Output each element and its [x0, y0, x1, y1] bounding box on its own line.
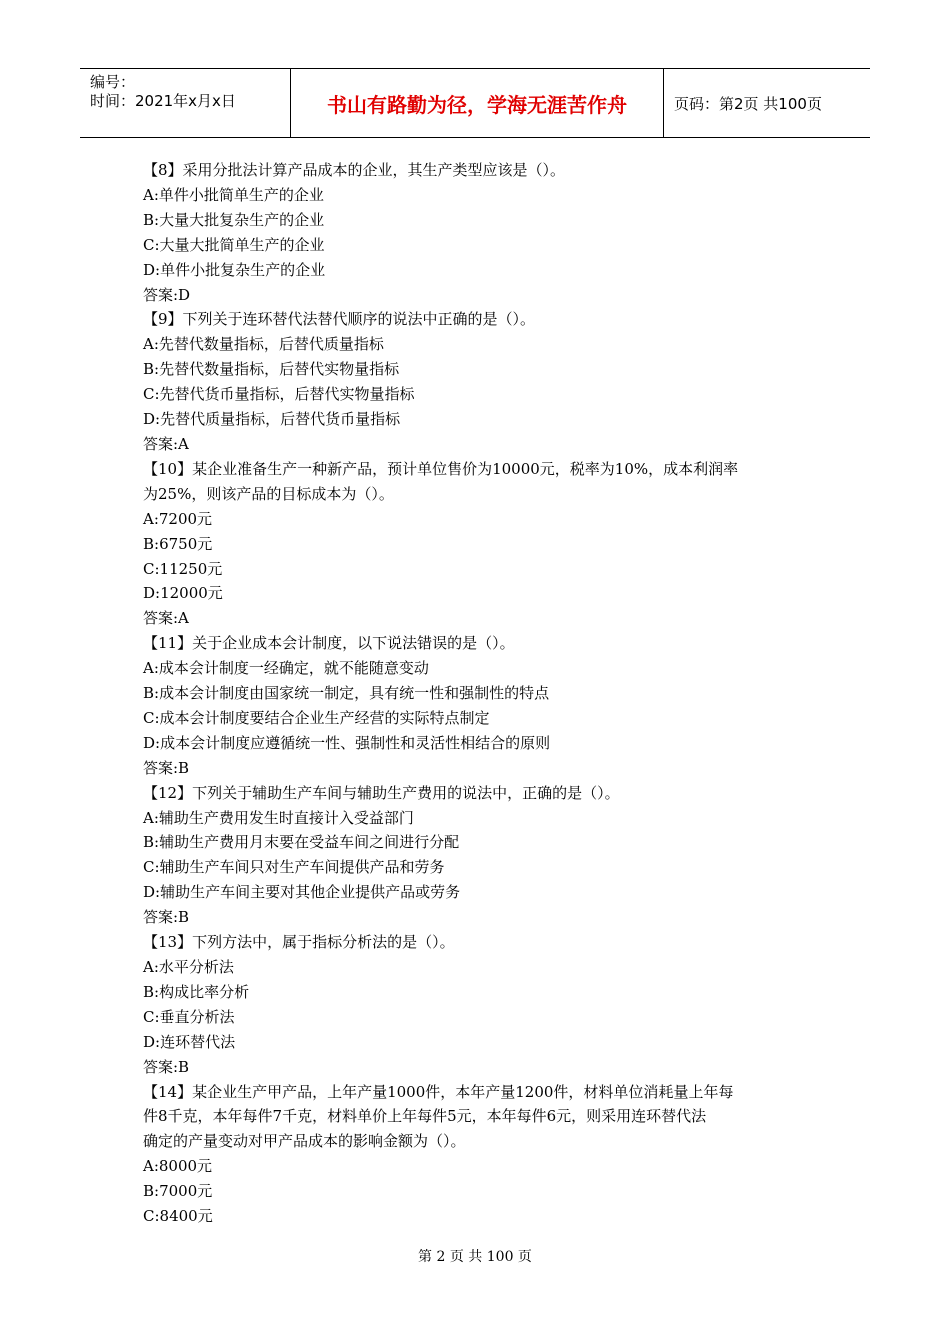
- question-item: [143, 1080, 811, 1229]
- document-time-label: 时间：2021年x月x日: [90, 92, 236, 110]
- question-stem: 为25%，则该产品的目标成本为（）。: [143, 484, 394, 503]
- answer-option: D:连环替代法: [143, 1032, 236, 1051]
- answer-option: A:先替代数量指标，后替代质量指标: [143, 335, 384, 354]
- question-stem: 【8】采用分批法计算产品成本的企业，其生产类型应该是（）。: [143, 161, 566, 179]
- answer-option: A:辅助生产费用发生时直接计入受益部门: [143, 808, 414, 827]
- answer-option: B:构成比率分析: [143, 982, 250, 1001]
- answer-option: C:垂直分析法: [143, 1007, 235, 1026]
- question-item: [143, 307, 811, 456]
- answer-key: 答案:B: [143, 1057, 190, 1076]
- answer-option: D:成本会计制度应遵循统一性、强制性和灵活性相结合的原则: [143, 733, 551, 752]
- answer-option: C:成本会计制度要结合企业生产经营的实际特点制定: [143, 708, 490, 727]
- header-page-number: 页码：第2页 共100页: [674, 94, 822, 113]
- answer-option: C:8400元: [143, 1207, 213, 1226]
- answer-option: B:7000元: [143, 1182, 213, 1201]
- answer-option: C:先替代货币量指标，后替代实物量指标: [143, 385, 415, 404]
- answer-option: A:成本会计制度一经确定，就不能随意变动: [143, 659, 429, 678]
- answer-option: D:单件小批复杂生产的企业: [143, 260, 326, 279]
- answer-option: C:大量大批简单生产的企业: [143, 235, 325, 254]
- question-stem: 件8千克，本年每件7千克，材料单价上年每件5元，本年每件6元，则采用连环替代法: [143, 1107, 707, 1126]
- answer-key: 答案:A: [143, 434, 189, 453]
- question-item: [143, 158, 811, 307]
- answer-option: A:8000元: [143, 1157, 213, 1176]
- question-stem: 【12】下列关于辅助生产车间与辅助生产费用的说法中，正确的是（）。: [143, 783, 620, 802]
- question-stem: 【11】关于企业成本会计制度，以下说法错误的是（）。: [143, 634, 515, 653]
- question-item: [143, 930, 811, 1079]
- answer-option: B:成本会计制度由国家统一制定，具有统一性和强制性的特点: [143, 684, 550, 703]
- answer-option: B:6750元: [143, 534, 213, 553]
- question-item: [143, 631, 811, 780]
- answer-key: 答案:A: [143, 609, 189, 628]
- answer-option: B:大量大批复杂生产的企业: [143, 210, 325, 229]
- answer-option: D:先替代质量指标，后替代货币量指标: [143, 410, 401, 429]
- header-meta: [80, 69, 291, 137]
- answer-option: A:7200元: [143, 509, 213, 528]
- answer-option: A:水平分析法: [143, 958, 234, 976]
- answer-option: C:辅助生产车间只对生产车间提供产品和劳务: [143, 858, 445, 877]
- question-stem: 确定的产量变动对甲产品成本的影响金额为（）。: [143, 1132, 466, 1151]
- question-item: [143, 457, 811, 631]
- question-stem: 【9】下列关于连环替代法替代顺序的说法中正确的是（）。: [143, 310, 536, 329]
- document-number-label: 编号：: [90, 73, 136, 91]
- answer-option: D:12000元: [143, 584, 223, 603]
- answer-key: 答案:B: [143, 758, 190, 777]
- page-footer: 第 2 页 共 100 页: [418, 1249, 532, 1265]
- answer-option: A:单件小批简单生产的企业: [143, 185, 324, 204]
- question-stem: 【13】下列方法中，属于指标分析法的是（）。: [143, 933, 455, 952]
- question-stem: 【14】某企业生产甲产品，上年产量1000件，本年产量1200件，材料单位消耗量上年每: [143, 1082, 734, 1101]
- header-motto: 书山有路勤为径，学海无涯苦作舟: [291, 69, 664, 137]
- answer-option: B:先替代数量指标，后替代实物量指标: [143, 360, 400, 379]
- question-stem: 【10】某企业准备生产一种新产品，预计单位售价为10000元，税率为10%，成本利润率: [143, 459, 739, 478]
- answer-option: B:辅助生产费用月末要在受益车间之间进行分配: [143, 833, 460, 852]
- answer-key: 答案:B: [143, 908, 190, 927]
- question-list: [143, 158, 811, 1229]
- answer-key: 答案:D: [143, 285, 191, 304]
- answer-option: C:11250元: [143, 559, 223, 578]
- answer-option: D:辅助生产车间主要对其他企业提供产品或劳务: [143, 883, 461, 902]
- page-header: [80, 68, 870, 138]
- question-item: [143, 781, 811, 930]
